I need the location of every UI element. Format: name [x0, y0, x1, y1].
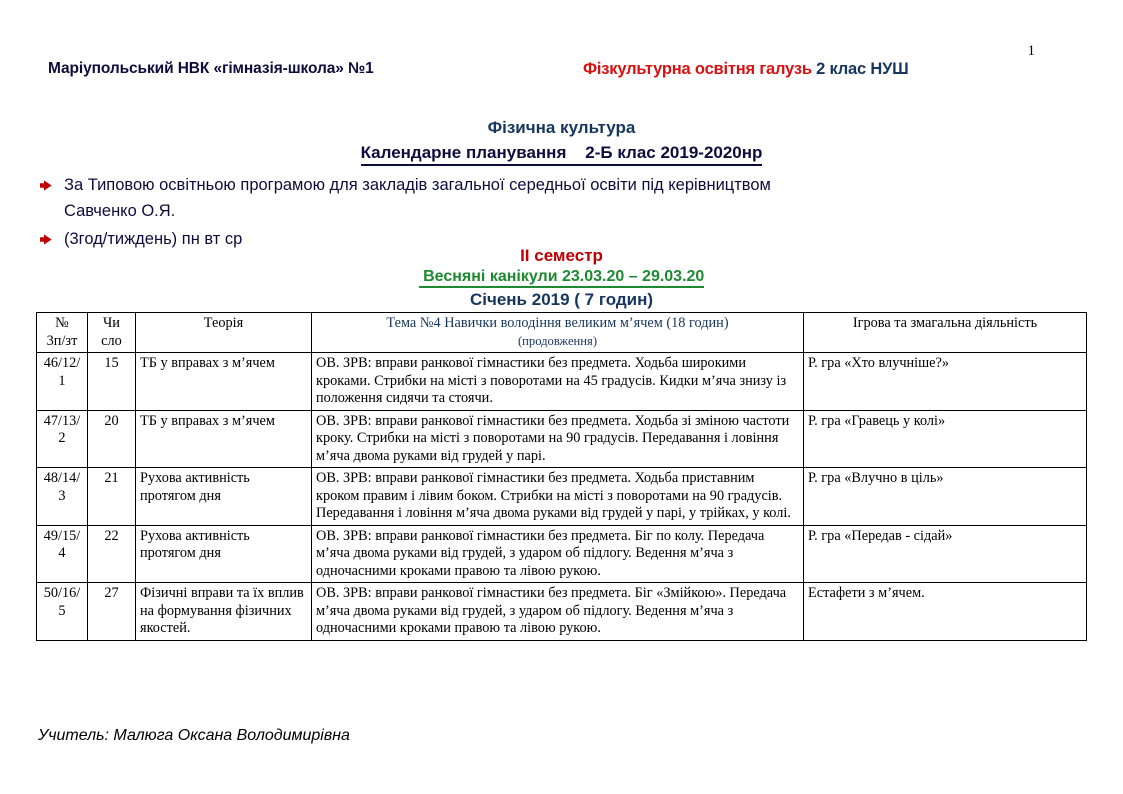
header-number-line-2: 3п/зт [46, 332, 78, 349]
cell-lesson-content: ОВ. ЗРВ: вправи ранкової гімнастики без предмета. Біг по колу. Передача м’яча двома руками від грудей, з ударом об підлогу. Ведення м’яча з одночасними кроками правою та лівою рукою. [312, 525, 804, 583]
cell-lesson-number [37, 525, 88, 583]
arrow-bullet-icon [40, 180, 52, 191]
lesson-number-line-2: 1 [58, 372, 66, 389]
cell-date: 20 [88, 410, 136, 468]
spring-holidays: Весняні канікули 23.03.20 – 29.03.20 [419, 268, 705, 288]
header-number-line-1: № [55, 315, 69, 331]
cell-lesson-content: ОВ. ЗРВ: вправи ранкової гімнастики без предмета. Біг «Змійкою». Передача м’яча двома руками від грудей, з ударом об підлогу. Ведення м’яча з одночасними кроками правою та лівою рукою. [312, 583, 804, 641]
spring-holidays-wrapper [0, 268, 1123, 288]
program-notes-list [38, 172, 1058, 252]
lesson-number-line-1: 46/12/ [43, 355, 81, 371]
lesson-number-line-2: 2 [58, 430, 66, 446]
cell-lesson-content: ОВ. ЗРВ: вправи ранкової гімнастики без предмета. Ходьба зі зміною частоти кроку. Стрибки на місті з поворотами на 90 градусів. Передавання і ловіння м’яча двома руками від грудей у парі. [312, 410, 804, 468]
lesson-number-line-2: 3 [58, 487, 66, 504]
cell-lesson-content: ОВ. ЗРВ: вправи ранкової гімнастики без предмета. Ходьба приставним кроком правим і лівим боком. Стрибки на місті з поворотами на 90 градусів. Передавання і ловіння м’яча двома руками від грудей у парі, у трійках, у колі. [312, 468, 804, 526]
list-item-line-1: (3год/тиждень) пн вт ср [64, 230, 243, 248]
list-item-line-1: За Типовою освітньою програмою для закладів загальної середньої освіти під керівництвом [64, 176, 771, 194]
table-row [37, 525, 1087, 583]
table-header-row [37, 313, 1087, 353]
header-cell-theory: Теорія [136, 313, 312, 353]
cell-date: 27 [88, 583, 136, 641]
education-branch-title [583, 60, 909, 79]
cell-lesson-number [37, 583, 88, 641]
cell-theory: ТБ у вправах з м’ячем [136, 410, 312, 468]
document-header [48, 60, 1083, 86]
branch-title-red-part: Фізкультурна освітня галузь [583, 60, 817, 78]
cell-game-activity: Р. гра «Влучно в ціль» [804, 468, 1087, 526]
list-item [38, 172, 1058, 224]
header-cell-number [37, 313, 88, 353]
header-theme-sub: (продовження) [517, 333, 598, 348]
table-row [37, 410, 1087, 468]
cell-theory: Рухова активність протягом дня [136, 468, 312, 526]
cell-game-activity: Р. гра «Передав - сідай» [804, 525, 1087, 583]
branch-title-blue-part: 2 клас НУШ [816, 60, 909, 78]
semester-label: II семестр [520, 246, 603, 265]
plan-title-wrapper [0, 143, 1123, 166]
lesson-number-line-1: 48/14/ [43, 470, 81, 486]
lesson-number-line-2: 5 [58, 602, 66, 619]
list-item-line-2: Савченко О.Я. [64, 202, 176, 220]
calendar-plan-table [36, 312, 1087, 641]
header-date-line-2: сло [101, 332, 122, 349]
page-number: 1 [1027, 43, 1035, 59]
arrow-bullet-icon [40, 234, 52, 245]
lesson-number-line-1: 49/15/ [43, 527, 81, 544]
table-row [37, 583, 1087, 641]
header-cell-date [88, 313, 136, 353]
cell-lesson-number [37, 353, 88, 411]
school-name: Маріупольський НВК «гімназія-школа» №1 [48, 60, 374, 77]
cell-game-activity: Естафети з м’ячем. [804, 583, 1087, 641]
cell-lesson-number [37, 468, 88, 526]
table-header [37, 313, 1087, 353]
header-theme-main: Тема №4 Навички володіння великим м’ячем (18 годин) [386, 315, 729, 331]
cell-game-activity: Р. гра «Хто влучніше?» [804, 353, 1087, 411]
cell-theory: Рухова активність протягом дня [136, 525, 312, 583]
cell-date: 22 [88, 525, 136, 583]
cell-theory: Фізичні вправи та їх вплив на формування фізичних якостей. [136, 583, 312, 641]
subject-title: Фізична культура [487, 118, 636, 137]
cell-date: 21 [88, 468, 136, 526]
table-row [37, 353, 1087, 411]
header-cell-theme [312, 313, 804, 353]
table-row [37, 468, 1087, 526]
teacher-signature: Учитель: Малюга Оксана Володимирівна [38, 727, 350, 744]
plan-title: Календарне планування 2-Б клас 2019-2020нр [361, 143, 763, 166]
cell-date: 15 [88, 353, 136, 411]
cell-lesson-content: ОВ. ЗРВ: вправи ранкової гімнастики без предмета. Ходьба широкими кроками. Стрибки на місті з поворотами на 45 градусів. Кидки м’яча знизу із положення сидячи та стоячи. [312, 353, 804, 411]
cell-lesson-number [37, 410, 88, 468]
lesson-number-line-1: 47/13/ [43, 412, 81, 429]
header-cell-game-activity: Ігрова та змагальна діяльність [804, 313, 1087, 353]
header-date-line-1: Чи [103, 315, 120, 331]
month-heading: Січень 2019 ( 7 годин) [469, 290, 654, 309]
cell-game-activity: Р. гра «Гравець у колі» [804, 410, 1087, 468]
table-body [37, 353, 1087, 641]
lesson-number-line-2: 4 [58, 545, 66, 561]
lesson-number-line-1: 50/16/ [43, 585, 81, 601]
cell-theory: ТБ у вправах з м’ячем [136, 353, 312, 411]
